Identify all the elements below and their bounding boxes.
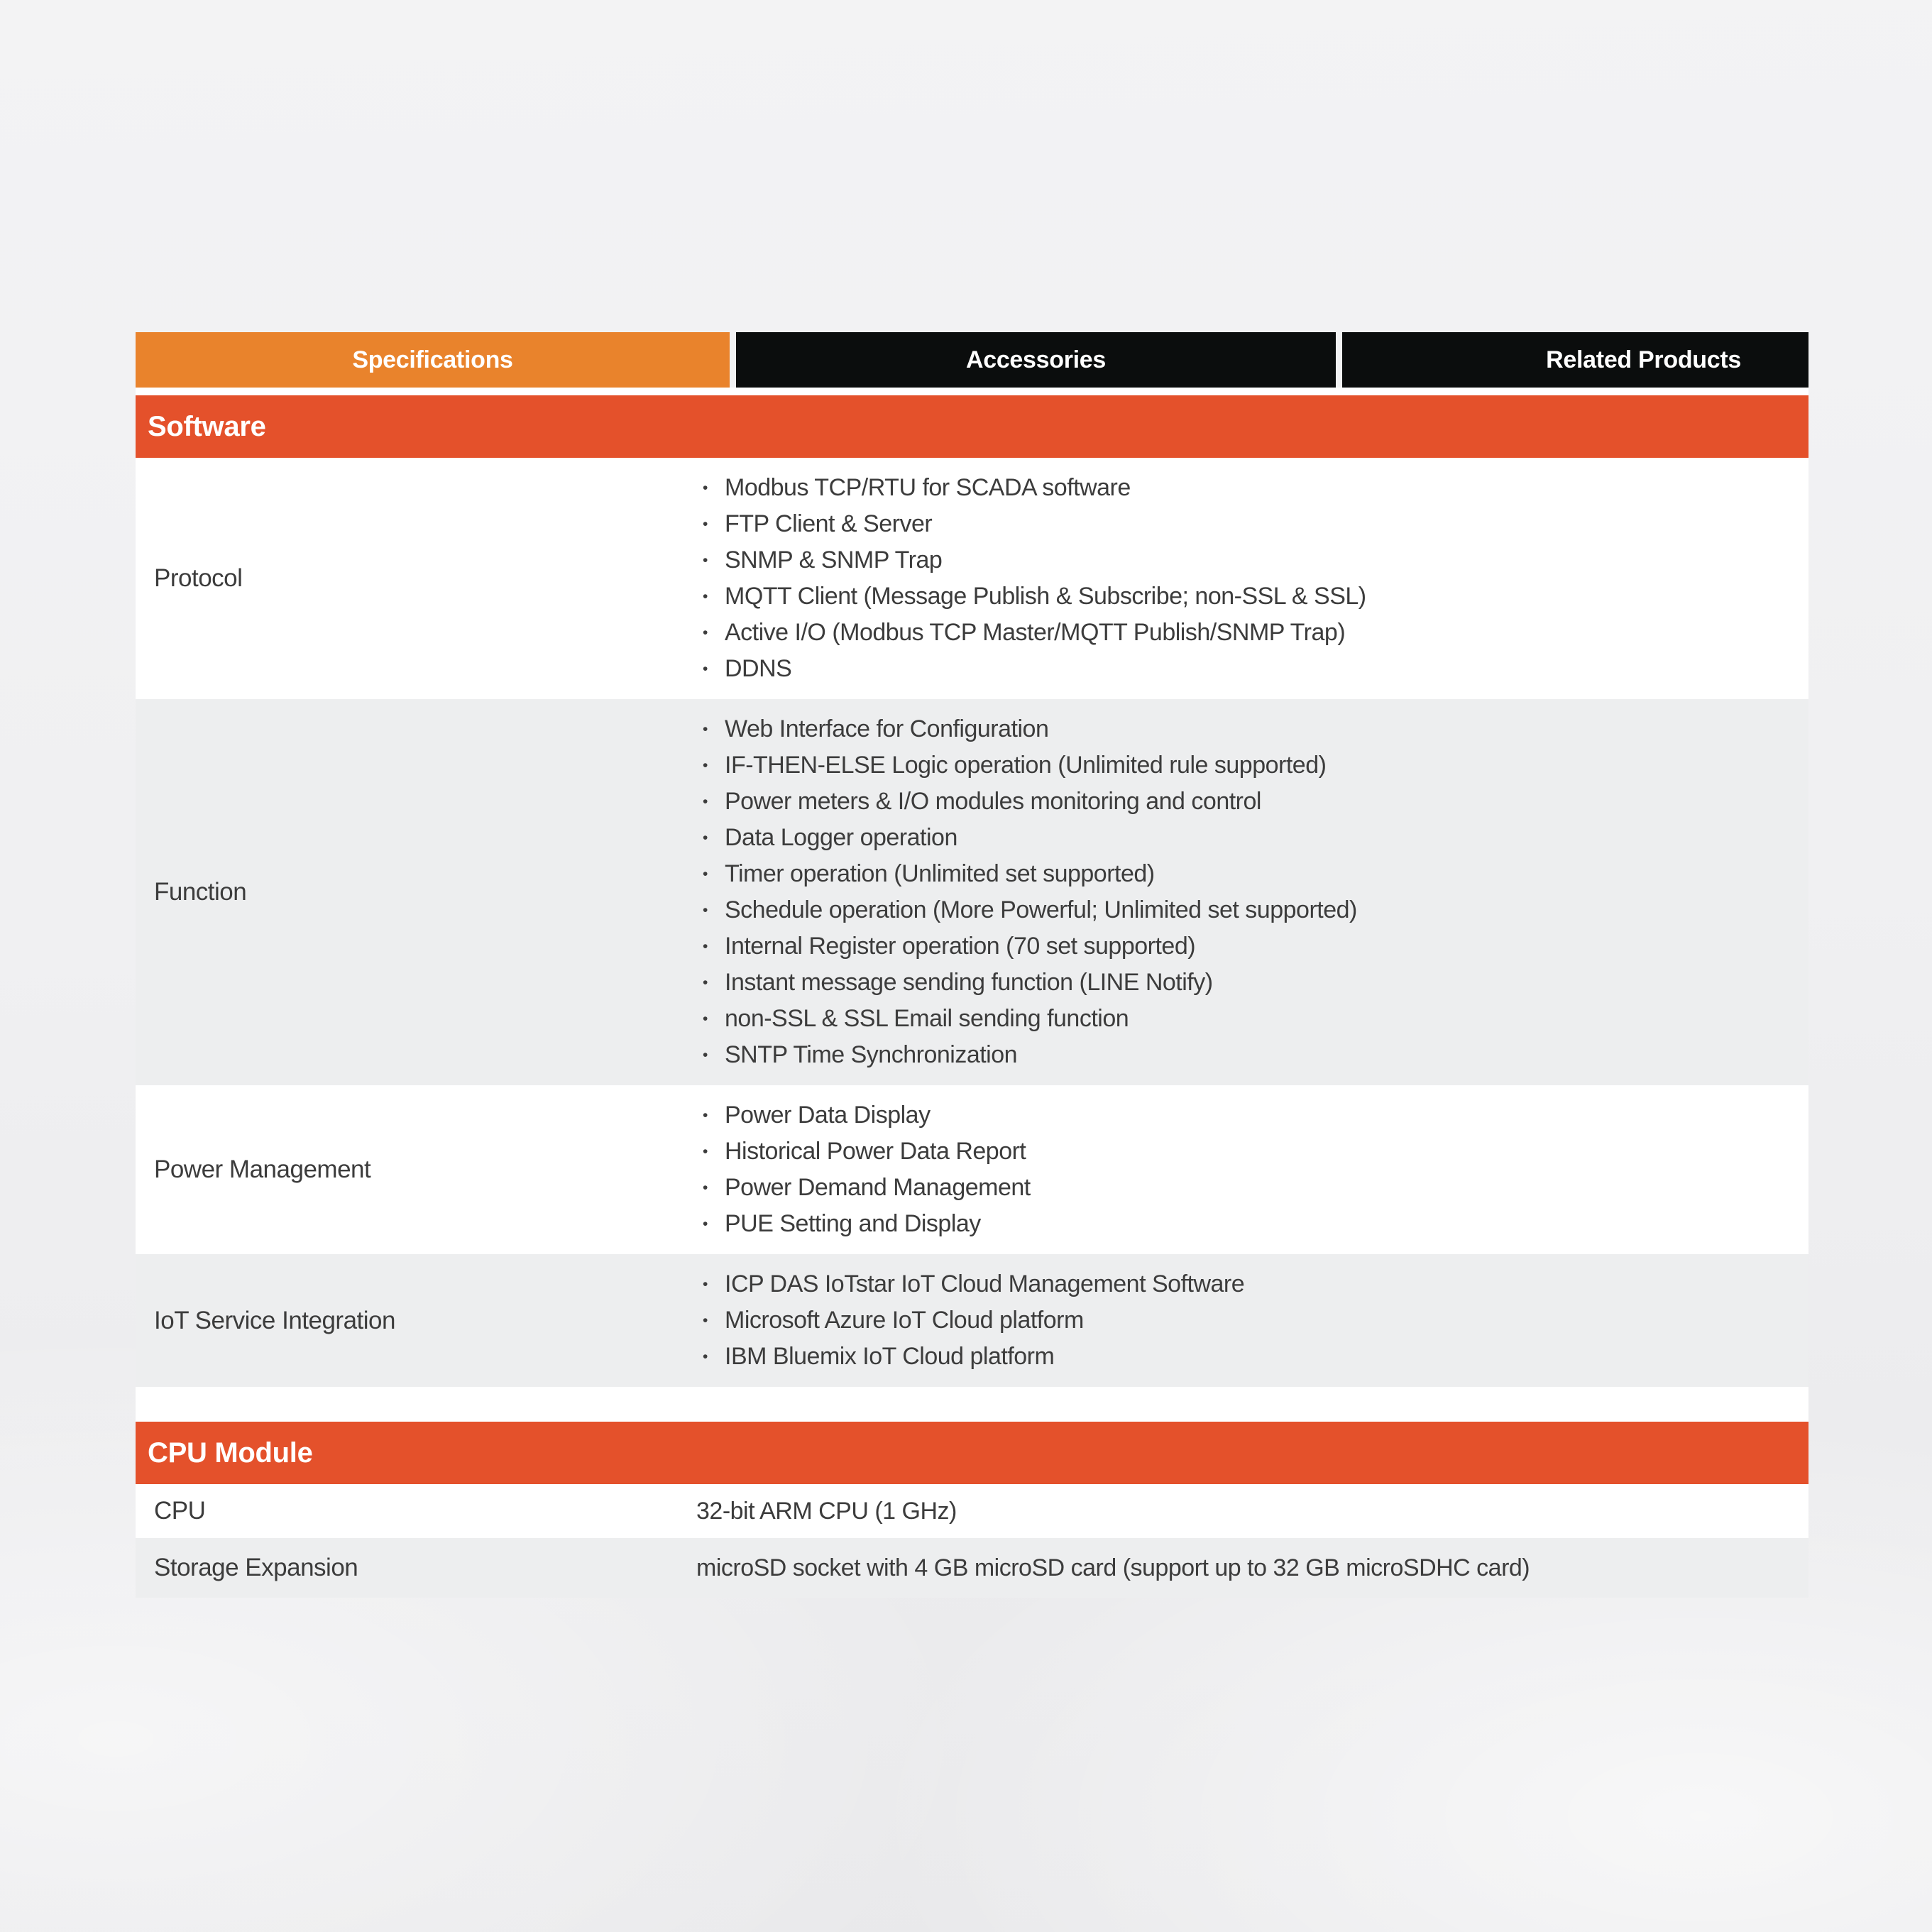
bullet-item: [696, 615, 1787, 651]
bullet-item: [696, 578, 1787, 615]
bullet-text: Power Demand Management: [725, 1174, 1031, 1201]
bullet-item: [696, 747, 1787, 784]
bullet-icon: •: [703, 1349, 708, 1365]
bullet-item: [696, 542, 1787, 578]
bullet-text: Data Logger operation: [725, 824, 957, 851]
bullet-text: Modbus TCP/RTU for SCADA software: [725, 474, 1131, 501]
row-value: [696, 1085, 1808, 1254]
row-label: Power Management: [154, 1156, 371, 1183]
bullet-text: Power meters & I/O modules monitoring and control: [725, 788, 1261, 815]
bullet-item: [696, 651, 1787, 687]
bullet-item: [696, 1001, 1787, 1037]
row-label: CPU: [154, 1497, 206, 1525]
spec-row-iot-service-integration: [136, 1254, 1808, 1387]
spec-row-function: [136, 699, 1808, 1085]
row-value: [696, 699, 1808, 1085]
bullet-text: DDNS: [725, 655, 792, 682]
bullet-text: Schedule operation (More Powerful; Unlimited set supported): [725, 896, 1357, 923]
bullet-item: [696, 506, 1787, 542]
bullet-item: [696, 928, 1787, 965]
row-value: [696, 1254, 1808, 1387]
bullet-icon: •: [703, 625, 708, 641]
bullet-icon: •: [703, 661, 708, 677]
bullet-text: Power Data Display: [725, 1102, 931, 1129]
bullet-icon: •: [703, 1107, 708, 1124]
bullet-icon: •: [703, 938, 708, 955]
row-label: IoT Service Integration: [154, 1306, 395, 1334]
bullet-text: SNMP & SNMP Trap: [725, 547, 943, 573]
spec-row-cpu: [136, 1484, 1808, 1538]
tab-accessories[interactable]: Accessories: [736, 332, 1336, 388]
bullet-icon: •: [703, 866, 708, 882]
bullet-item: [696, 1134, 1787, 1170]
bullet-item: [696, 1097, 1787, 1134]
bullet-icon: •: [703, 794, 708, 810]
bullet-item: [696, 1037, 1787, 1073]
bullet-icon: •: [703, 1312, 708, 1329]
spec-page: [136, 332, 1808, 1598]
bullet-item: [696, 892, 1787, 928]
bullet-item: [696, 965, 1787, 1001]
bullet-icon: •: [703, 975, 708, 991]
bullet-text: Timer operation (Unlimited set supported): [725, 860, 1155, 887]
bullet-icon: •: [703, 480, 708, 496]
bullet-icon: •: [703, 1011, 708, 1027]
bullet-text: Microsoft Azure IoT Cloud platform: [725, 1307, 1084, 1334]
spec-row-storage-expansion: [136, 1538, 1808, 1598]
section-header-software: Software: [136, 395, 1808, 458]
bullet-text: SNTP Time Synchronization: [725, 1041, 1018, 1068]
row-value: [696, 458, 1808, 699]
spec-table: [136, 395, 1808, 1598]
bullet-icon: •: [703, 721, 708, 737]
bullet-icon: •: [703, 830, 708, 846]
spec-row-protocol: [136, 458, 1808, 699]
bullet-item: [696, 856, 1787, 892]
section-spacer: [136, 1387, 1808, 1422]
bullet-item: [696, 784, 1787, 820]
row-value: [696, 1538, 1808, 1598]
bullet-text: Instant message sending function (LINE Notify): [725, 969, 1213, 996]
value-text: 32-bit ARM CPU (1 GHz): [696, 1497, 957, 1525]
bullet-icon: •: [703, 552, 708, 569]
row-label: Protocol: [154, 564, 243, 592]
bullet-icon: •: [703, 1180, 708, 1196]
bullet-icon: •: [703, 902, 708, 918]
bullet-icon: •: [703, 757, 708, 774]
bullet-item: [696, 470, 1787, 506]
bullet-item: [696, 1302, 1787, 1339]
bullet-icon: •: [703, 1143, 708, 1160]
row-label: Storage Expansion: [154, 1554, 358, 1581]
bullet-item: [696, 1339, 1787, 1375]
bullet-icon: •: [703, 1216, 708, 1232]
bullet-item: [696, 1170, 1787, 1206]
bullet-text: MQTT Client (Message Publish & Subscribe; non-SSL & SSL): [725, 583, 1366, 610]
tab-specifications[interactable]: Specifications: [136, 332, 730, 388]
bullet-text: Active I/O (Modbus TCP Master/MQTT Publish/SNMP Trap): [725, 619, 1346, 646]
bullet-text: IBM Bluemix IoT Cloud platform: [725, 1343, 1055, 1370]
row-value: [696, 1484, 1808, 1538]
bullet-icon: •: [703, 1047, 708, 1063]
bullet-text: FTP Client & Server: [725, 510, 933, 537]
spec-row-power-management: [136, 1085, 1808, 1254]
bullet-item: [696, 711, 1787, 747]
bullet-text: Web Interface for Configuration: [725, 715, 1049, 742]
tab-divider-strip: [136, 388, 1808, 395]
bullet-text: IF-THEN-ELSE Logic operation (Unlimited rule supported): [725, 752, 1327, 779]
bullet-item: [696, 1206, 1787, 1242]
bullet-icon: •: [703, 588, 708, 605]
bullet-text: Internal Register operation (70 set supported): [725, 933, 1196, 960]
bullet-text: ICP DAS IoTstar IoT Cloud Management Software: [725, 1270, 1245, 1297]
bullet-text: Historical Power Data Report: [725, 1138, 1026, 1165]
bullet-item: [696, 1266, 1787, 1302]
row-label: Function: [154, 878, 247, 906]
bullet-text: PUE Setting and Display: [725, 1210, 981, 1237]
section-header-cpu-module: CPU Module: [136, 1422, 1808, 1484]
tab-related-products[interactable]: Related Products: [1342, 332, 1808, 388]
value-text: microSD socket with 4 GB microSD card (support up to 32 GB microSDHC card): [696, 1554, 1530, 1581]
bullet-item: [696, 820, 1787, 856]
bullet-icon: •: [703, 1276, 708, 1292]
bullet-icon: •: [703, 516, 708, 532]
tab-bar: [136, 332, 1808, 388]
bullet-text: non-SSL & SSL Email sending function: [725, 1005, 1129, 1032]
